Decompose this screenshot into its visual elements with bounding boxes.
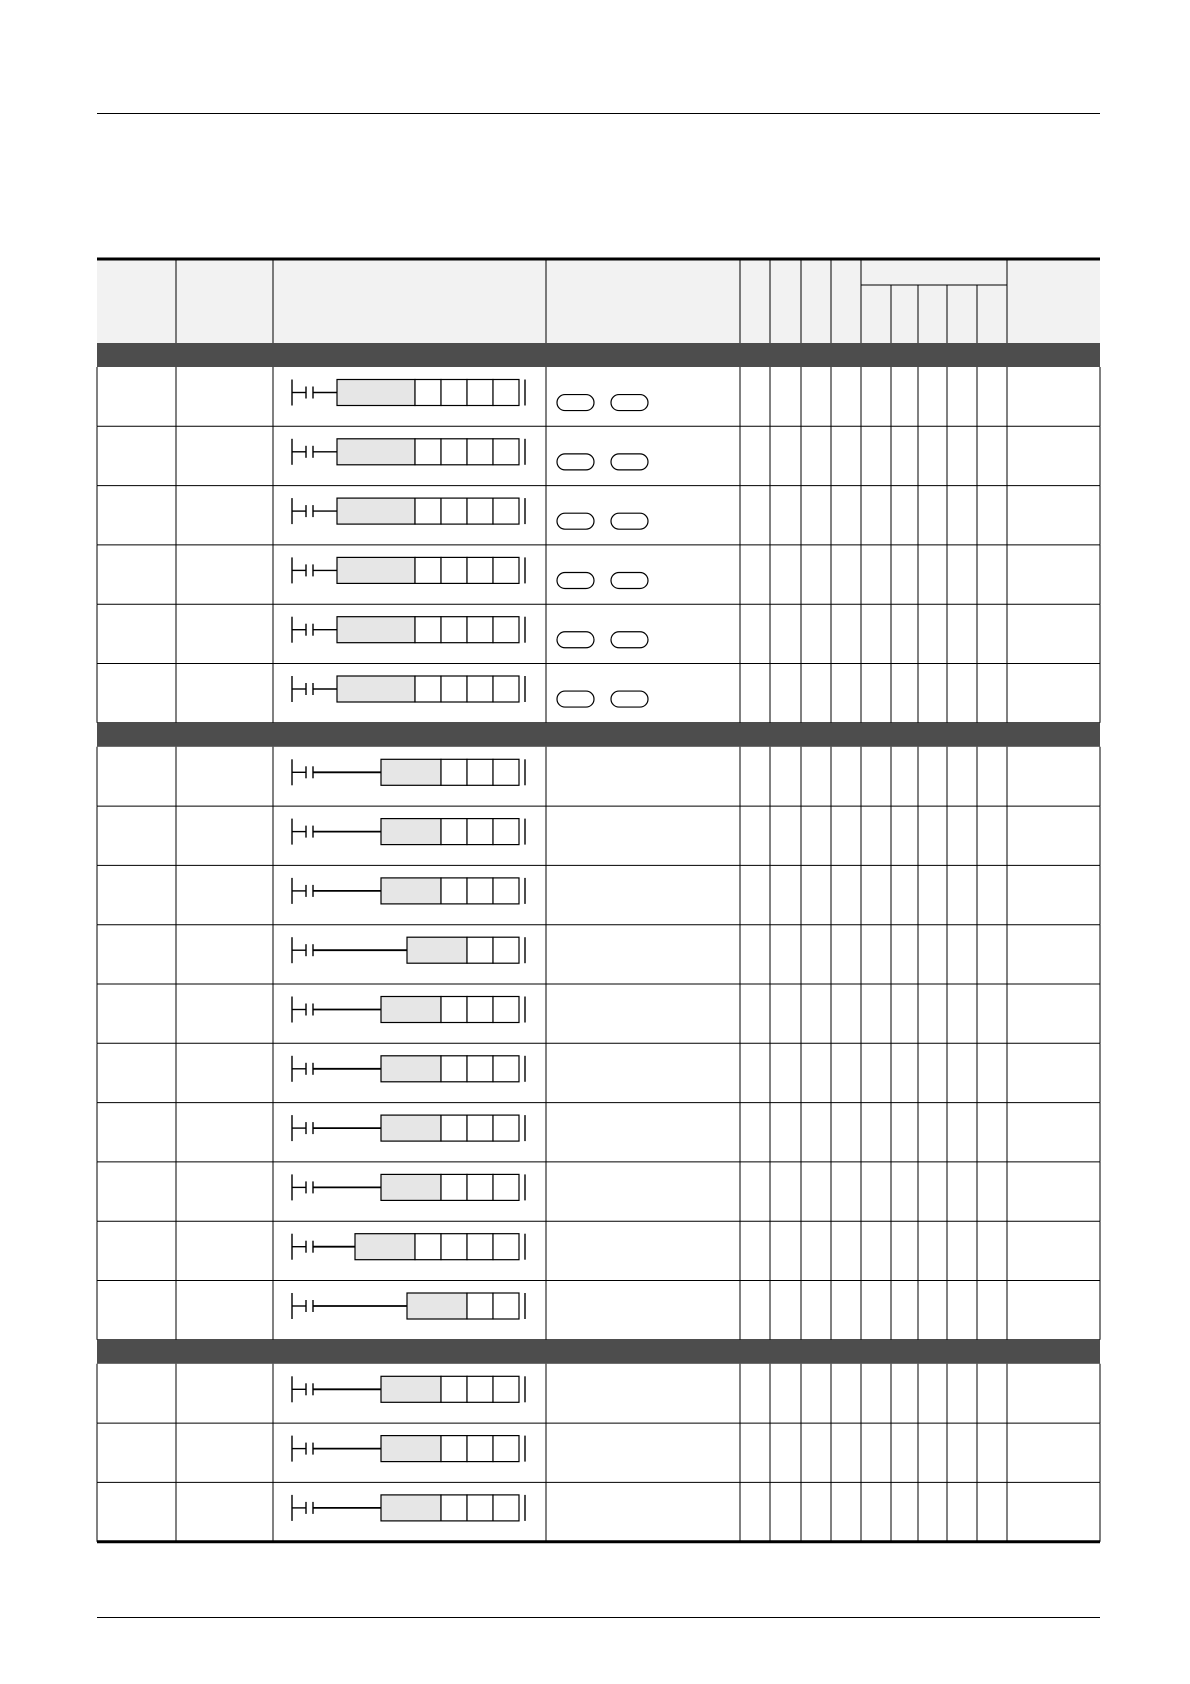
instruction-box [381, 819, 441, 845]
operand-box [467, 1056, 493, 1082]
instruction-box [381, 1436, 441, 1462]
instruction-box [355, 1234, 415, 1260]
table-header [97, 259, 1100, 343]
operand-box [467, 617, 493, 643]
operand-box [441, 617, 467, 643]
operand-box [493, 498, 519, 524]
operand-box [441, 557, 467, 583]
operand-box [493, 439, 519, 465]
operand-box [493, 676, 519, 702]
instruction-box [337, 557, 415, 583]
operand-box [467, 819, 493, 845]
key-pill-icon [557, 572, 594, 588]
section-band [97, 723, 1100, 747]
instruction-box [381, 759, 441, 785]
operand-box [467, 1234, 493, 1260]
operand-box [441, 1376, 467, 1402]
operand-box [493, 996, 519, 1022]
operand-box [467, 759, 493, 785]
operand-box [441, 1234, 467, 1260]
operand-box [467, 1436, 493, 1462]
operand-box [493, 819, 519, 845]
operand-box [415, 498, 441, 524]
operand-box [493, 1174, 519, 1200]
instruction-box [337, 676, 415, 702]
instruction-box [381, 1174, 441, 1200]
operand-box [467, 1293, 493, 1319]
operand-box [467, 878, 493, 904]
operand-box [493, 379, 519, 405]
key-pill-icon [611, 572, 648, 588]
operand-box [493, 1234, 519, 1260]
instruction-box [381, 1376, 441, 1402]
key-pill-icon [611, 513, 648, 529]
instruction-box [381, 1056, 441, 1082]
instruction-box [381, 1495, 441, 1521]
operand-box [441, 498, 467, 524]
operand-box [441, 379, 467, 405]
operand-box [467, 557, 493, 583]
operand-box [415, 676, 441, 702]
key-pill-icon [611, 691, 648, 707]
operand-box [415, 557, 441, 583]
operand-box [467, 1495, 493, 1521]
operand-box [493, 557, 519, 583]
operand-box [441, 1056, 467, 1082]
operand-box [493, 1115, 519, 1141]
section-band [97, 1340, 1100, 1364]
page-footer-rule [97, 1617, 1100, 1618]
operand-box [467, 498, 493, 524]
operand-box [493, 1495, 519, 1521]
operand-box [467, 676, 493, 702]
operand-box [467, 439, 493, 465]
operand-box [441, 819, 467, 845]
operand-box [441, 996, 467, 1022]
operand-box [441, 676, 467, 702]
operand-box [415, 379, 441, 405]
key-pill-icon [557, 395, 594, 411]
operand-box [467, 996, 493, 1022]
section-band [97, 343, 1100, 367]
operand-box [493, 1376, 519, 1402]
operand-box [441, 439, 467, 465]
key-pill-icon [611, 395, 648, 411]
operand-box [493, 937, 519, 963]
operand-box [467, 937, 493, 963]
operand-box [441, 1436, 467, 1462]
operand-box [493, 1436, 519, 1462]
instruction-box [337, 498, 415, 524]
instruction-box [381, 996, 441, 1022]
instruction-box [337, 379, 415, 405]
operand-box [441, 1115, 467, 1141]
operand-box [441, 878, 467, 904]
instruction-box [337, 617, 415, 643]
operand-box [441, 759, 467, 785]
operand-box [415, 1234, 441, 1260]
instruction-box [381, 1115, 441, 1141]
operand-box [441, 1174, 467, 1200]
operand-box [467, 379, 493, 405]
key-pill-icon [557, 691, 594, 707]
operand-box [467, 1115, 493, 1141]
operand-box [467, 1376, 493, 1402]
operand-box [415, 439, 441, 465]
operand-box [415, 617, 441, 643]
key-pill-icon [557, 513, 594, 529]
instruction-box [381, 878, 441, 904]
operand-box [493, 759, 519, 785]
operand-box [467, 1174, 493, 1200]
key-pill-icon [557, 454, 594, 470]
operand-box [493, 617, 519, 643]
operand-box [493, 1056, 519, 1082]
instruction-box [407, 937, 467, 963]
operand-box [493, 1293, 519, 1319]
key-pill-icon [611, 454, 648, 470]
key-pill-icon [611, 632, 648, 648]
key-pill-icon [557, 632, 594, 648]
operand-box [441, 1495, 467, 1521]
operand-box [493, 878, 519, 904]
instruction-box [407, 1293, 467, 1319]
instruction-box [337, 439, 415, 465]
